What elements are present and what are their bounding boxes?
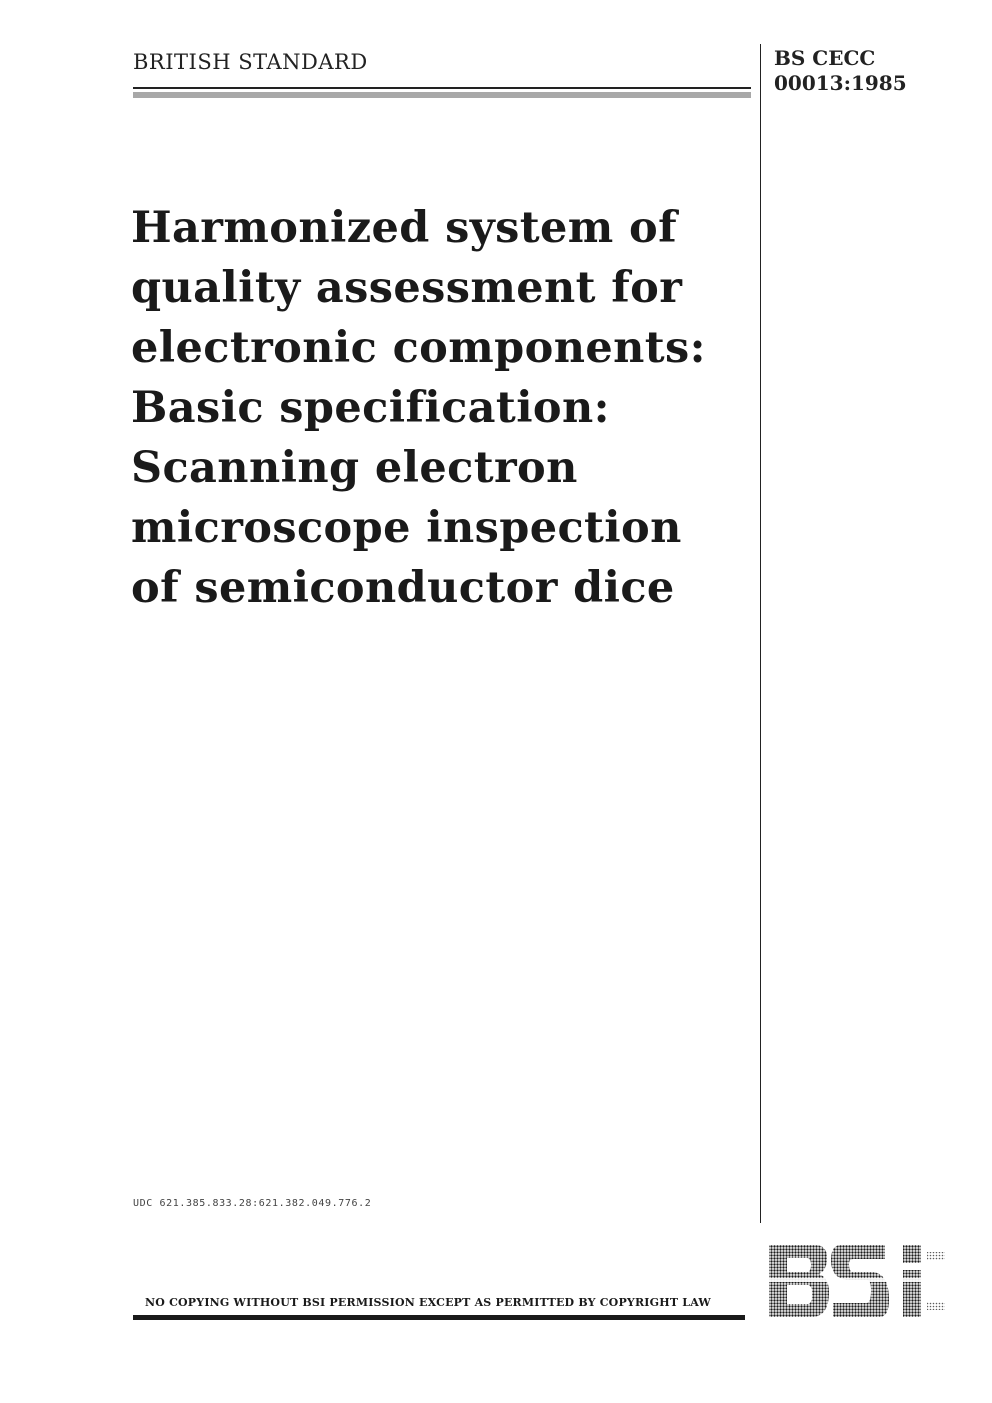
standard-number xyxy=(774,46,907,96)
title-line-6: microscope inspection xyxy=(131,503,682,553)
copyright-notice: NO COPYING WITHOUT BSI PERMISSION EXCEPT AS PERMITTED BY COPYRIGHT LAW xyxy=(145,1296,711,1309)
standard-number-line-1: BS CECC xyxy=(774,46,876,70)
title-line-3: electronic components: xyxy=(131,323,706,373)
vertical-divider xyxy=(760,44,761,1223)
udc-classification: UDC 621.385.833.28:621.382.049.776.2 xyxy=(133,1198,372,1209)
footer-rule xyxy=(133,1315,745,1320)
title-line-7: of semiconductor dice xyxy=(131,563,675,613)
title-line-1: Harmonized system of xyxy=(131,203,678,253)
title-line-4: Basic specification: xyxy=(131,383,610,433)
series-label: BRITISH STANDARD xyxy=(133,50,368,74)
standard-number-line-2: 00013:1985 xyxy=(774,71,907,95)
bsi-logo-icon xyxy=(767,1242,947,1320)
header-rule xyxy=(133,87,751,98)
header-rule-thick xyxy=(133,92,751,98)
title-line-2: quality assessment for xyxy=(131,263,683,313)
document-title xyxy=(131,198,756,618)
header-rule-thin xyxy=(133,87,751,89)
title-line-5: Scanning electron xyxy=(131,443,578,493)
